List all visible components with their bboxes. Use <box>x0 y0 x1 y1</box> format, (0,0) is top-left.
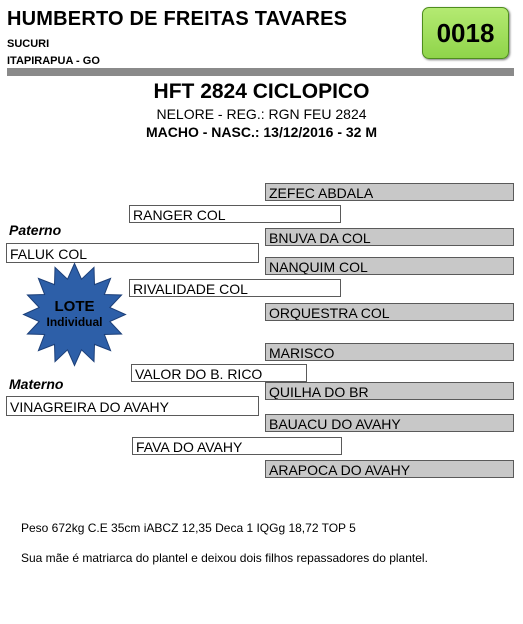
ggp-1: ZEFEC ABDALA <box>265 183 514 201</box>
ggp-4: ORQUESTRA COL <box>265 303 514 321</box>
stamp-line-1: LOTE <box>54 298 95 315</box>
note-line: Sua mãe é matriarca do plantel e deixou dois filhos repassadores do plantel. <box>21 551 428 565</box>
sire: FALUK COL <box>6 243 259 263</box>
stats-line: Peso 672kg C.E 35cm iABCZ 12,35 Deca 1 IQGg 18,72 TOP 5 <box>21 521 356 535</box>
ggp-8: ARAPOCA DO AVAHY <box>265 460 514 478</box>
paternal-granddam: RIVALIDADE COL <box>129 279 341 297</box>
maternal-granddam: FAVA DO AVAHY <box>132 437 342 455</box>
sex-birth: MACHO - NASC.: 13/12/2016 - 32 M <box>145 124 378 140</box>
owner-name: HUMBERTO DE FREITAS TAVARES <box>7 8 348 30</box>
header-divider <box>7 68 514 76</box>
maternal-grandsire: VALOR DO B. RICO <box>131 364 307 382</box>
materno-label: Materno <box>9 376 64 392</box>
ggp-2: BNUVA DA COL <box>265 228 514 246</box>
dam: VINAGREIRA DO AVAHY <box>6 396 259 416</box>
animal-name: HFT 2824 CICLOPICO <box>153 80 370 103</box>
stamp-line-2: Individual <box>46 315 103 329</box>
breed-registration: NELORE - REG.: RGN FEU 2824 <box>156 106 367 122</box>
ggp-5: MARISCO <box>265 343 514 361</box>
ggp-7: BAUACU DO AVAHY <box>265 414 514 432</box>
lote-individual-stamp <box>22 298 127 330</box>
farm-name: SUCURI <box>7 38 50 50</box>
lot-number-badge: 0018 <box>422 7 509 59</box>
ggp-6: QUILHA DO BR <box>265 382 514 400</box>
paternal-grandsire: RANGER COL <box>129 205 341 223</box>
ggp-3: NANQUIM COL <box>265 257 514 275</box>
city-state: ITAPIRAPUA - GO <box>7 55 100 67</box>
paterno-label: Paterno <box>9 222 62 238</box>
